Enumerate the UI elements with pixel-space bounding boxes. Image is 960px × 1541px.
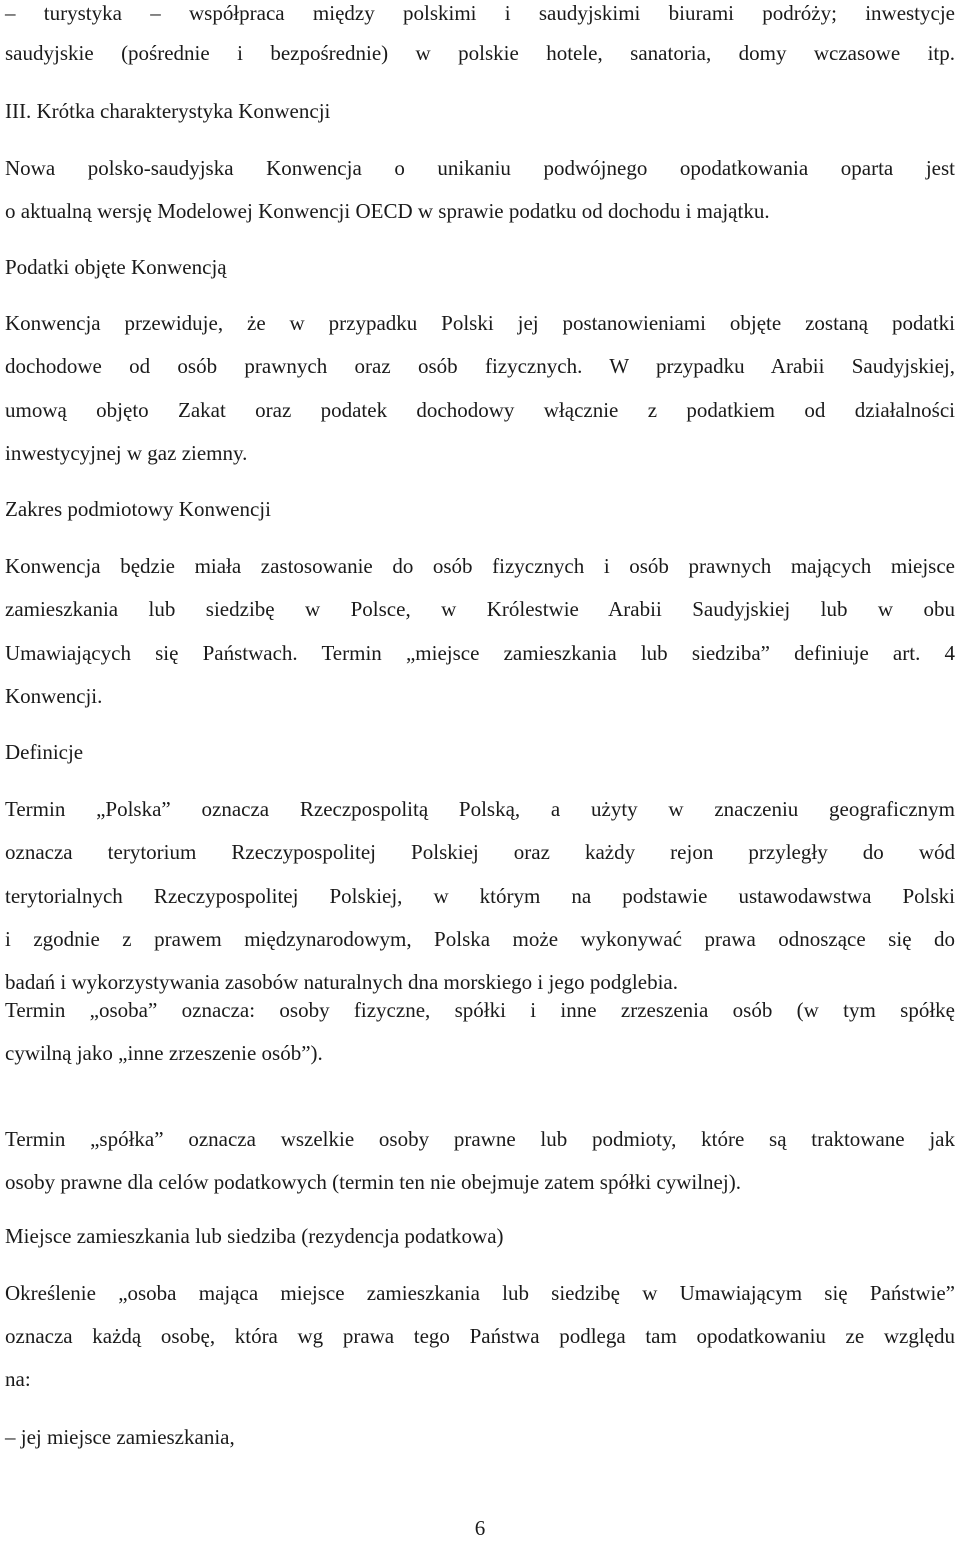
- body-text-line: Konwencja przewiduje, że w przypadku Polski jej postanowieniami objęte zostaną podatki: [5, 311, 955, 335]
- body-text-line: Nowa polsko-saudyjska Konwencja o unikaniu podwójnego opodatkowania oparta jest: [5, 156, 955, 180]
- body-text-line: – turystyka – współpraca między polskimi i saudyjskimi biurami podróży; inwestycje: [5, 1, 955, 25]
- subsection-heading: Podatki objęte Konwencją: [5, 255, 227, 279]
- section-heading: III. Krótka charakterystyka Konwencji: [5, 99, 331, 123]
- subsection-heading: Miejsce zamieszkania lub siedziba (rezydencja podatkowa): [5, 1224, 504, 1248]
- body-text-line: na:: [5, 1367, 31, 1391]
- body-text-line: zamieszkania lub siedzibę w Polsce, w Królestwie Arabii Saudyjskiej lub w obu: [5, 597, 955, 621]
- body-text-line: i zgodnie z prawem międzynarodowym, Polska może wykonywać prawa odnoszące się do: [5, 927, 955, 951]
- body-text-line: Konwencji.: [5, 684, 103, 708]
- body-text-line: dochodowe od osób prawnych oraz osób fizycznych. W przypadku Arabii Saudyjskiej,: [5, 354, 955, 378]
- body-text-line: Termin „Polska” oznacza Rzeczpospolitą Polską, a użyty w znaczeniu geograficznym: [5, 797, 955, 821]
- body-text-line: inwestycyjnej w gaz ziemny.: [5, 441, 248, 465]
- body-text-line: osoby prawne dla celów podatkowych (termin ten nie obejmuje zatem spółki cywilnej).: [5, 1170, 741, 1194]
- body-text-line: saudyjskie (pośrednie i bezpośrednie) w polskie hotele, sanatoria, domy wczasowe itp.: [5, 41, 955, 65]
- body-text-line: Konwencja będzie miała zastosowanie do osób fizycznych i osób prawnych mających miejsce: [5, 554, 955, 578]
- body-text-line: terytorialnych Rzeczypospolitej Polskiej, w którym na podstawie ustawodawstwa Polski: [5, 884, 955, 908]
- subsection-heading: Zakres podmiotowy Konwencji: [5, 497, 271, 521]
- body-text-line: cywilną jako „inne zrzeszenie osób”).: [5, 1041, 323, 1065]
- page-number: 6: [474, 1516, 486, 1540]
- body-text-line: Określenie „osoba mająca miejsce zamieszkania lub siedzibę w Umawiającym się Państwie”: [5, 1281, 955, 1305]
- body-text-line: Termin „spółka” oznacza wszelkie osoby prawne lub podmioty, które są traktowane jak: [5, 1127, 955, 1151]
- body-text-line: Termin „osoba” oznacza: osoby fizyczne, spółki i inne zrzeszenia osób (w tym spółkę: [5, 998, 955, 1022]
- list-item: – jej miejsce zamieszkania,: [5, 1425, 235, 1449]
- body-text-line: oznacza terytorium Rzeczypospolitej Polskiej oraz każdy rejon przyległy do wód: [5, 840, 955, 864]
- body-text-line: umową objęto Zakat oraz podatek dochodowy włącznie z podatkiem od działalności: [5, 398, 955, 422]
- subsection-heading: Definicje: [5, 740, 84, 764]
- body-text-line: oznacza każdą osobę, która wg prawa tego Państwa podlega tam opodatkowaniu ze względu: [5, 1324, 955, 1348]
- body-text-line: o aktualną wersję Modelowej Konwencji OECD w sprawie podatku od dochodu i majątku.: [5, 199, 770, 223]
- body-text-line: badań i wykorzystywania zasobów naturalnych dna morskiego i jego podglebia.: [5, 970, 678, 994]
- body-text-line: Umawiających się Państwach. Termin „miejsce zamieszkania lub siedziba” definiuje art. 4: [5, 641, 955, 665]
